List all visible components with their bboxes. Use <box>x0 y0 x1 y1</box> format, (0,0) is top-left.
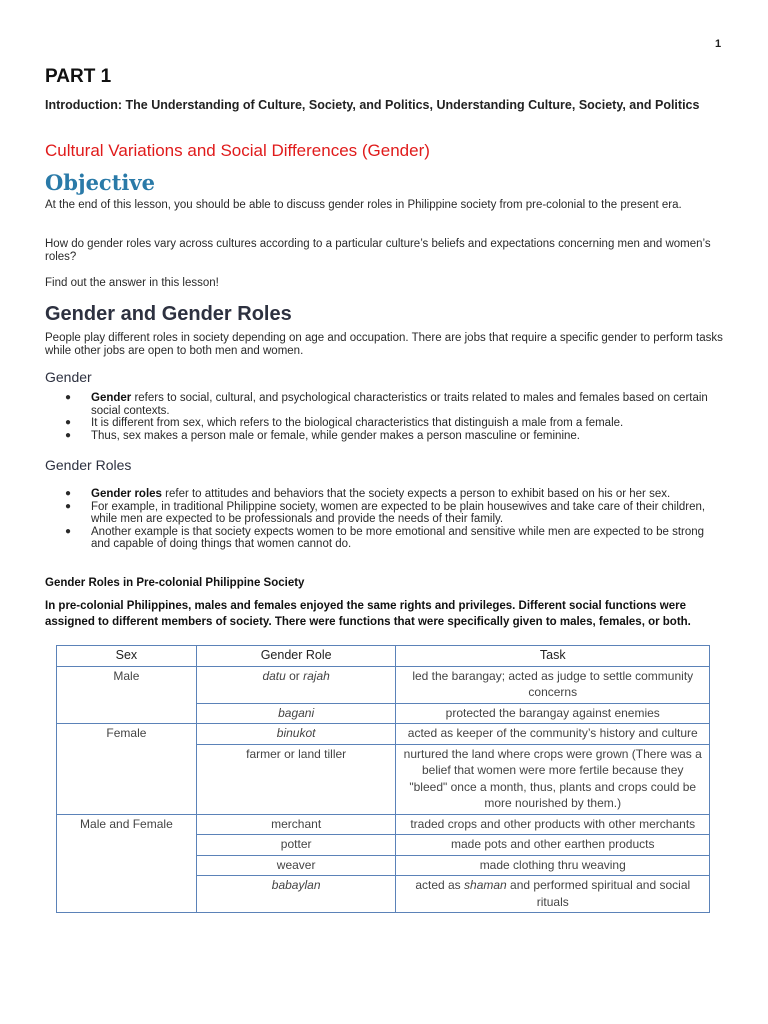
role-cell: merchant <box>196 814 396 835</box>
task-cell: traded crops and other products with other merchants <box>396 814 710 835</box>
gender-vs-sex: It is different from sex, which refers to the biological characteristics that distinguish a male from a female. <box>91 417 624 429</box>
gender-heading: Gender <box>45 369 92 385</box>
role-or: or <box>285 668 304 683</box>
task-cell: nurtured the land where crops were grown (There was a belief that women were more fertile because they "bleed" once a month, thus, plants and crops could be more nourished by them.) <box>396 744 710 814</box>
gender-bullet-list <box>45 392 725 442</box>
precolonial-paragraph: In pre-colonial Philippines, males and females enjoyed the same rights and privileges. Different social functions were assigned to different members of society. There were functions that were specifically given to males, females, or both. <box>45 600 691 628</box>
gender-roles-example-1: For example, in traditional Philippine society, women are expected to be plain housewives and take care of their children, while men are expected to be professionals and provide the needs of their family. <box>91 500 706 525</box>
table-row <box>57 666 710 703</box>
role-rajah: rajah <box>303 668 330 683</box>
role-cell: bagani <box>196 703 396 724</box>
gender-definition: refers to social, cultural, and psychological characteristics or traits related to males and females based on certain social contexts. <box>91 392 708 417</box>
role-cell: binukot <box>196 724 396 745</box>
role-cell: farmer or land tiller <box>196 744 396 814</box>
page-number: 1 <box>715 38 722 50</box>
sex-cell: Male <box>57 666 197 724</box>
bullet-icon: ● <box>65 429 72 441</box>
bullet-icon: ● <box>65 500 72 512</box>
task-cell: led the barangay; acted as judge to settle community concerns <box>396 666 710 703</box>
table-header-row <box>57 646 710 667</box>
objective-paragraph-2: How do gender roles vary across cultures according to a particular culture’s beliefs and expectations concerning men and women’s roles? <box>45 238 711 263</box>
role-datu: datu <box>262 668 286 683</box>
bullet-icon: ● <box>65 525 72 537</box>
part-heading: PART 1 <box>45 66 112 87</box>
gender-roles-term: Gender roles <box>91 488 162 500</box>
task-cell: acted as keeper of the community’s history and culture <box>396 724 710 745</box>
objective-heading: Objective <box>45 170 155 195</box>
gender-and-roles-heading: Gender and Gender Roles <box>45 303 292 325</box>
sex-cell: Male and Female <box>57 814 197 913</box>
role-cell <box>196 666 396 703</box>
header-sex: Sex <box>57 646 197 667</box>
task-babaylan-pre: acted as <box>415 878 465 892</box>
header-task: Task <box>396 646 710 667</box>
list-item <box>45 392 725 417</box>
objective-paragraph-1: At the end of this lesson, you should be able to discuss gender roles in Philippine society from pre-colonial to the present era. <box>45 199 682 211</box>
bullet-icon: ● <box>65 488 72 499</box>
list-item <box>45 430 725 443</box>
precolonial-title: Gender Roles in Pre-colonial Philippine Society <box>45 577 305 589</box>
task-cell: protected the barangay against enemies <box>396 703 710 724</box>
gender-roles-definition: refer to attitudes and behaviors that the society expects a person to exhibit based on his or her sex. <box>161 488 671 500</box>
gender-roles-heading: Gender Roles <box>45 457 132 473</box>
gender-roles-table <box>56 645 710 913</box>
gender-roles-example-2: Another example is that society expects women to be more emotional and sensitive while men are expected to be strong and capable of doing things that women cannot do. <box>91 525 705 550</box>
objective-paragraph-3: Find out the answer in this lesson! <box>45 277 219 289</box>
bullet-icon: ● <box>65 417 72 428</box>
task-cell <box>396 876 710 913</box>
task-babaylan-shaman: shaman <box>464 878 507 892</box>
table-row <box>57 814 710 835</box>
task-cell: made clothing thru weaving <box>396 855 710 876</box>
cultural-heading: Cultural Variations and Social Differences (Gender) <box>45 141 430 160</box>
task-cell: made pots and other earthen products <box>396 835 710 856</box>
gender-roles-bullet-list <box>45 488 725 551</box>
intro-heading: Introduction: The Understanding of Culture, Society, and Politics, Understanding Culture, Society, and Politics <box>45 98 700 112</box>
task-babaylan-post: and performed spiritual and social rituals <box>506 878 691 909</box>
sex-cell: Female <box>57 724 197 815</box>
header-gender-role: Gender Role <box>196 646 396 667</box>
bullet-icon: ● <box>65 392 72 403</box>
gender-and-roles-paragraph: People play different roles in society depending on age and occupation. There are jobs that require a specific gender to perform tasks while other jobs are open to both men and women. <box>45 332 723 357</box>
list-item <box>45 488 725 501</box>
role-cell: potter <box>196 835 396 856</box>
gender-term: Gender <box>91 392 132 404</box>
gender-summary: Thus, sex makes a person male or female, while gender makes a person masculine or feminine. <box>91 429 580 442</box>
role-cell: weaver <box>196 855 396 876</box>
list-item <box>45 417 725 430</box>
list-item <box>45 501 725 526</box>
list-item <box>45 526 725 551</box>
table-row <box>57 724 710 745</box>
role-cell: babaylan <box>196 876 396 913</box>
